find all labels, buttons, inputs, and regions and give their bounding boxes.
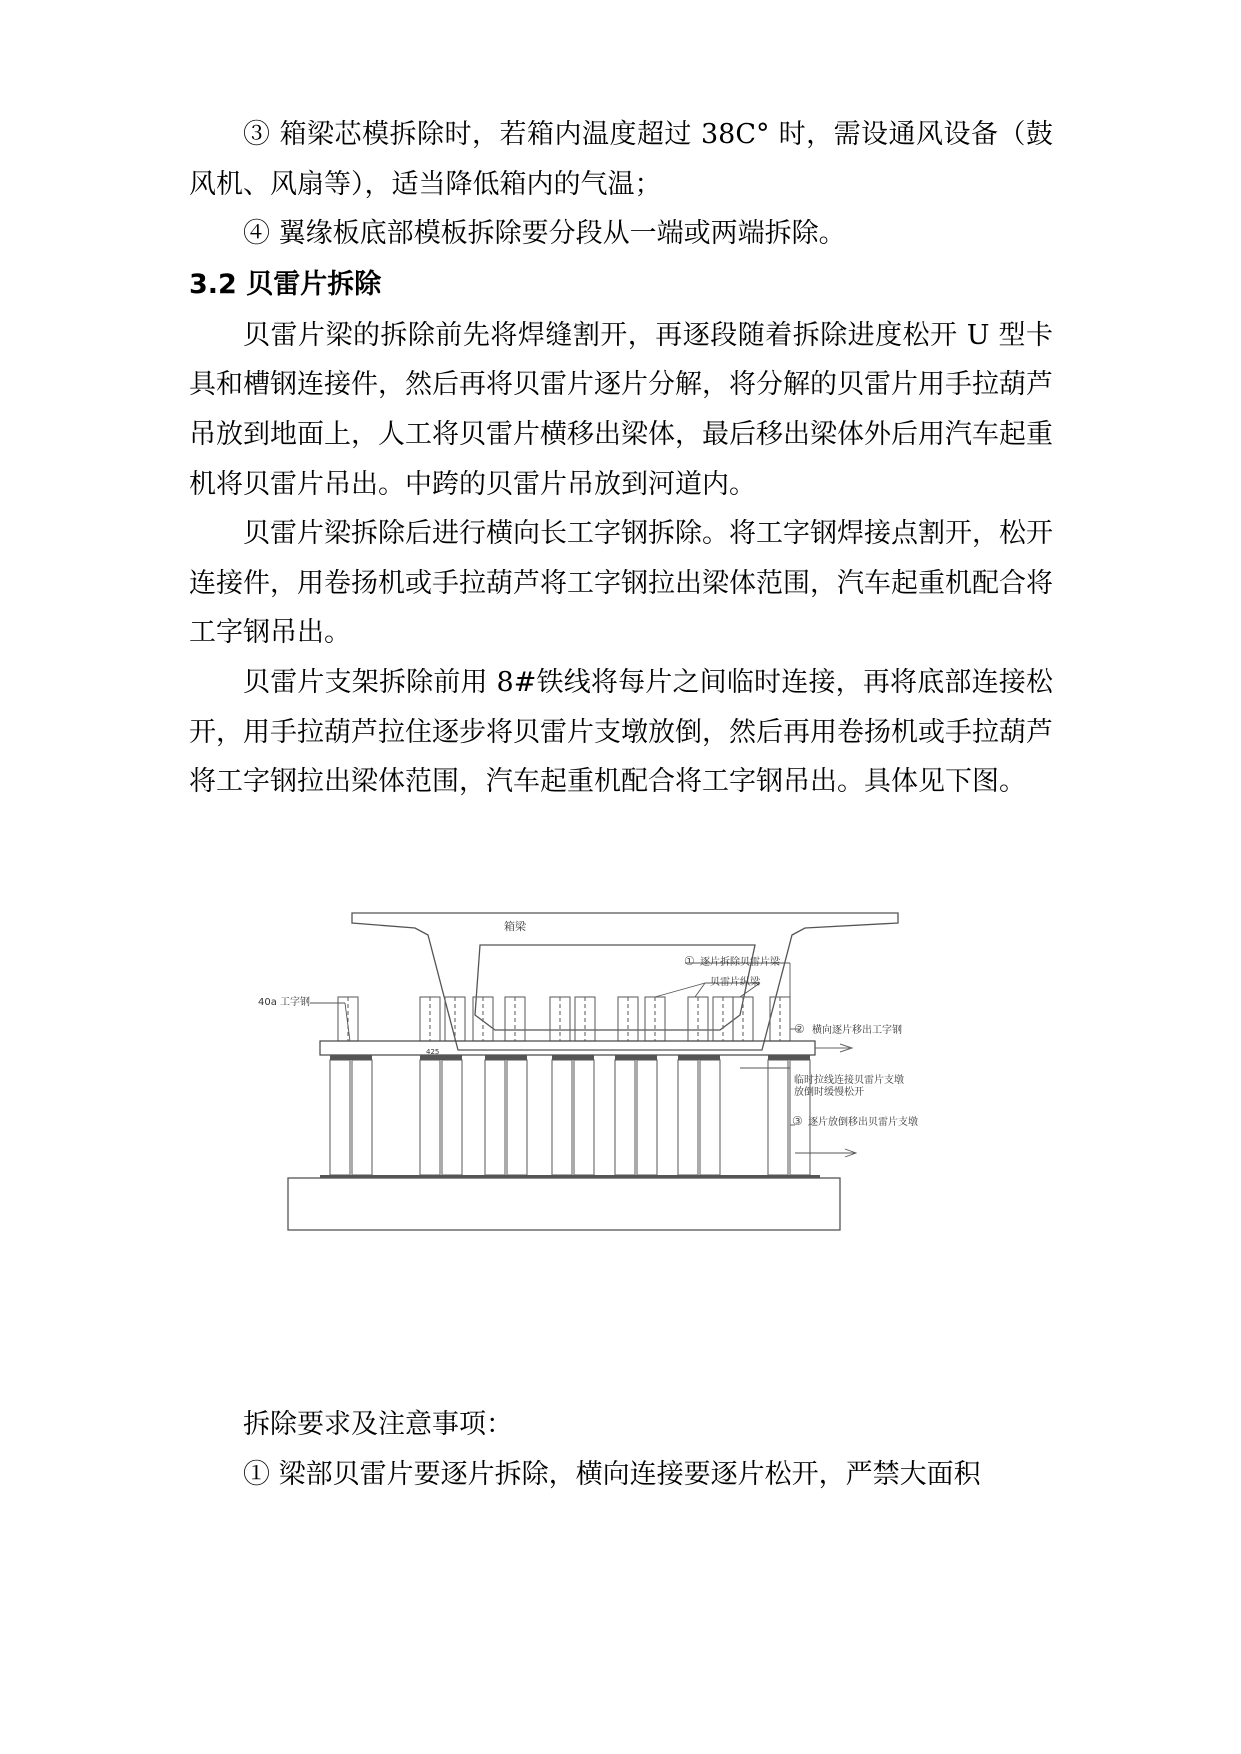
paragraph-flange-formwork: ④ 翼缘板底部模板拆除要分段从一端或两端拆除。: [243, 218, 846, 250]
label-step1: 逐片拆除贝雷片梁: [700, 957, 780, 968]
paragraph-requirements-heading: 拆除要求及注意事项：: [243, 1409, 513, 1440]
label-temp-line-2: 放倒时缓慢松开: [794, 1087, 864, 1098]
body-text-top: [189, 110, 1053, 807]
label-temp-line-1: 临时拉线连接贝雷片支墩: [794, 1075, 904, 1086]
foundation-block: [288, 1178, 840, 1230]
paragraph-bailey-support-removal: 贝雷片支架拆除前用 8#铁线将每片之间临时连接，再将底部连接松开，用手拉葫芦拉住逐步将贝雷片支墩放倒，然后再用卷扬机或手拉葫芦将工字钢拉出梁体范围，汽车起重机配合将工字钢吊出。具体见下图。: [189, 666, 1053, 798]
label-step2: 横向逐片移出工字钢: [812, 1025, 902, 1036]
label-longitudinal-beam: 贝雷片纵梁: [710, 977, 760, 988]
label-step3: 逐片放倒移出贝雷片支墩: [808, 1117, 918, 1128]
removal-diagram: [258, 905, 1000, 1385]
bailey-support-piers: [330, 1060, 810, 1175]
paragraph-i-beam-removal: 贝雷片梁拆除后进行横向长工字钢拆除。将工字钢焊接点割开，松开连接件，用卷扬机或手拉葫芦将工字钢拉出梁体范围，汽车起重机配合将工字钢吊出。: [189, 518, 1053, 649]
paragraph-bailey-beam-removal: 贝雷片梁的拆除前先将焊缝割开，再逐段随着拆除进度松开 U 型卡具和槽钢连接件，然后再将贝雷片逐片分解，将分解的贝雷片用手拉葫芦吊放到地面上，人工将贝雷片横移出梁体，最后移出梁体外后用汽车起重机将贝雷片吊出。中跨的贝雷片吊放到河道内。: [189, 319, 1053, 500]
label-box-girder: 箱梁: [504, 920, 526, 933]
section-heading: 3.2 贝雷片拆除: [189, 268, 382, 300]
removal-diagram-svg: [258, 905, 1000, 1385]
label-i-beam: 40a 工字钢: [258, 997, 311, 1008]
pier-connectors: [320, 1055, 820, 1178]
step2-mark: ②: [794, 1022, 805, 1036]
body-text-bottom: [189, 1400, 1053, 1499]
paragraph-requirement-1: ① 梁部贝雷片要逐片拆除，横向连接要逐片松开，严禁大面积: [243, 1458, 981, 1490]
upper-bailey-beams: [338, 997, 790, 1041]
paragraph-box-core-mold: ③ 箱梁芯模拆除时，若箱内温度超过 38C° 时，需设通风设备（鼓风机、风扇等），适当降低箱内的气温；: [189, 119, 1053, 200]
transverse-i-beam: [320, 1041, 815, 1055]
step3-mark: ③: [792, 1114, 803, 1128]
step1-mark: ①: [684, 954, 695, 968]
label-dimension: 425: [426, 1048, 440, 1056]
